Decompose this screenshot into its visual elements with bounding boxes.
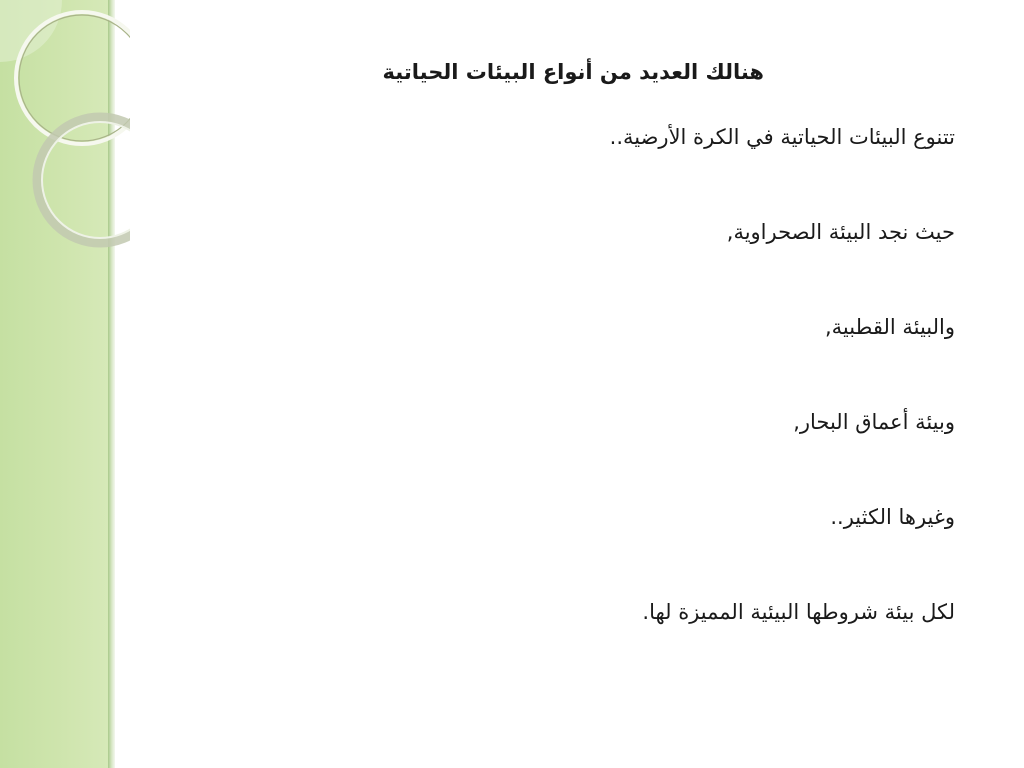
content-line: وبيئة أعماق البحار,	[793, 410, 955, 434]
slide-title: هنالك العديد من أنواع البيئات الحياتية	[382, 60, 764, 84]
decorative-rings	[0, 0, 130, 260]
content-list	[300, 117, 955, 687]
content-line: لكل بيئة شروطها البيئية المميزة لها.	[642, 600, 955, 624]
content-line: وغيرها الكثير..	[830, 505, 955, 529]
content-line: تتنوع البيئات الحياتية في الكرة الأرضية..	[609, 125, 955, 149]
content-line: والبيئة القطبية,	[824, 315, 955, 339]
content-line: حيث نجد البيئة الصحراوية,	[726, 220, 955, 244]
